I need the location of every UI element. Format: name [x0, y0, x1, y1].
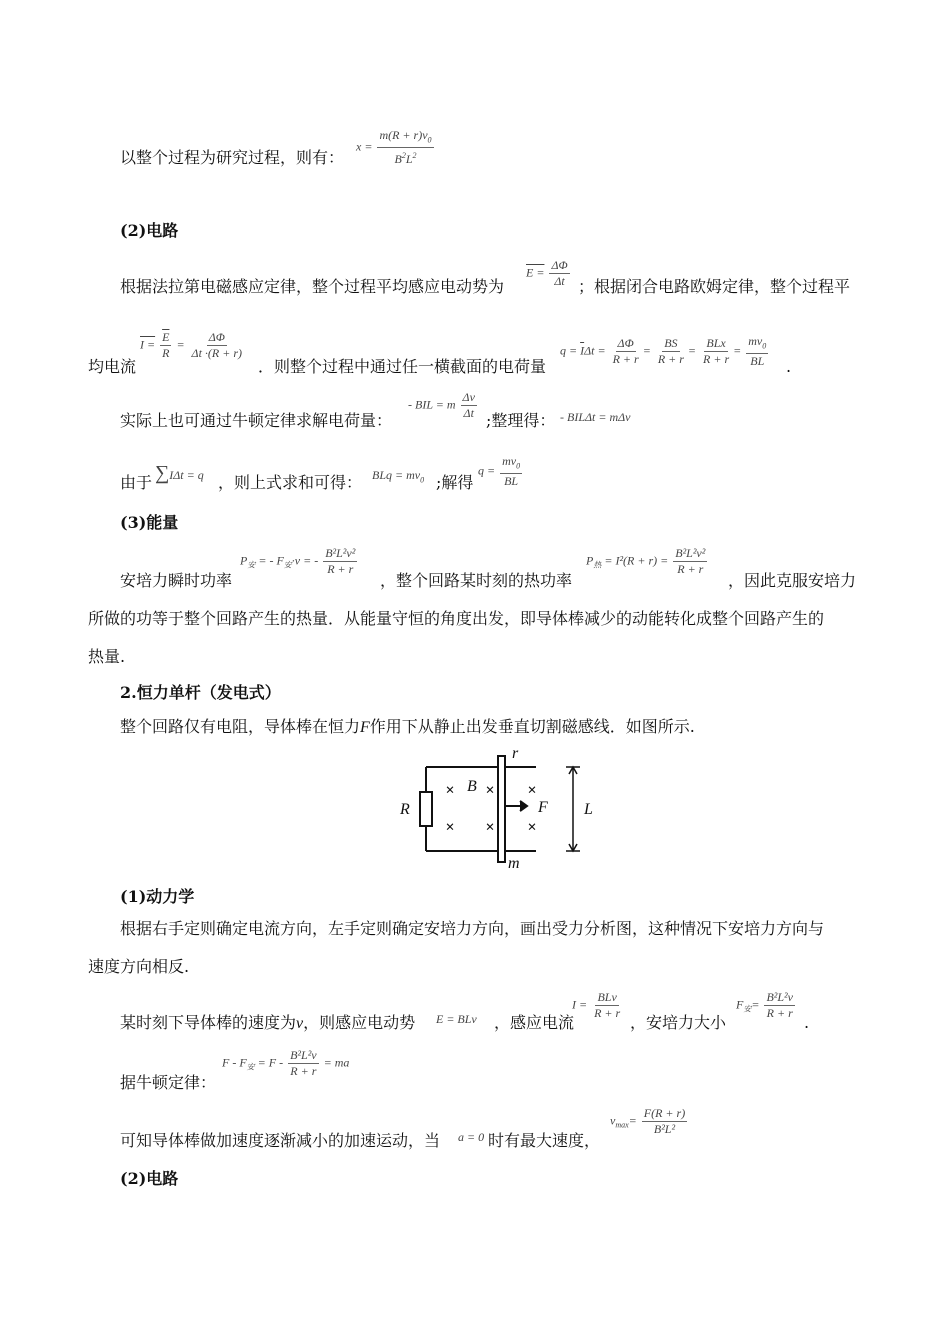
field-mark: ×: [445, 819, 455, 836]
conductor-rod: [498, 756, 505, 862]
equation-ampere-force: $F_安=$ $\frac{\text{B²L²v}}{R + r}$: [736, 990, 793, 1020]
paragraph-6a: 安培力瞬时功率: [120, 571, 233, 590]
field-mark: ×: [485, 782, 495, 799]
force-arrowhead: [520, 801, 527, 811]
equation-ampere-power: $P_安$ = - $F_安\cdot v$ = - $\frac{\text{B²L²v²}}{R + r}$: [240, 546, 356, 576]
equation-q-solve: q = $\frac{mv_0}{BL}$: [478, 454, 521, 489]
field-mark: ×: [445, 782, 455, 799]
equation-x: x = $\frac{m(R + r)v_0}{B^2L^2}$: [356, 128, 432, 167]
equation-current: I = $\frac{\overline{E}}{R}$ = $\frac{\Delta\Phi}{\Delta t \cdot(R + r)}$: [140, 330, 243, 360]
heading-circuit: (2)电路: [120, 221, 179, 240]
paragraph-5b: ，则上式求和可得：: [218, 473, 363, 492]
equation-sum: ∑IΔt = q: [155, 462, 204, 484]
heading-section-2: 2.恒力单杆（发电式）: [120, 683, 281, 702]
equation-blq: BLq = $mv_0$: [372, 468, 425, 485]
equation-heat-power: $P_热 = I^2(R + r)$ = $\frac{\text{B²L²v²}}{R + r}$: [586, 546, 706, 576]
label-L: L: [584, 801, 593, 818]
paragraph-12d: .: [804, 1013, 810, 1032]
circuit-diagram: [390, 746, 600, 871]
paragraph-2: 根据法拉第电磁感应定律，整个过程平均感应电动势为: [120, 277, 505, 296]
paragraph-8: 热量.: [88, 647, 126, 666]
paragraph-3a: 均电流: [88, 357, 137, 376]
paragraph-13: 据牛顿定律：: [120, 1073, 217, 1092]
paragraph-2b: ；根据闭合电路欧姆定律，整个过程平: [578, 277, 851, 296]
paragraph-3c: .: [786, 357, 792, 376]
paragraph-7: 所做的功等于整个回路产生的热量．从能量守恒的角度出发，即导体棒减少的动能转化成整个回路产生的: [88, 609, 825, 628]
paragraph-11: 速度方向相反.: [88, 957, 190, 976]
equation-vmax: $v_{max}=$ $\frac{F(R + r)}{\text{B²L²}}$: [610, 1106, 686, 1136]
paragraph-14a: 可知导体棒做加速度逐渐减小的加速运动，当: [120, 1131, 441, 1150]
heading-circuit-2: (2)电路: [120, 1169, 179, 1188]
equation-newton-3: $F - F_安 = F$ - $\frac{\text{B²L²v}}{R + r}$ = ma: [222, 1048, 350, 1078]
equation-charge: $q = \overline{I}\Delta t$ = $\frac{\Delta\Phi}{R + r}$ = $\frac{BS}{R + r}$ = $\frac{\text{BLx}}{R + r}$ = $\frac{mv_0}{BL}$: [560, 334, 767, 369]
paragraph-10: 根据右手定则确定电流方向，左手定则确定安培力方向，画出受力分析图，这种情况下安培力方向与: [120, 919, 825, 938]
paragraph-3b: ．则整个过程中通过任一横截面的电荷量: [258, 357, 547, 376]
label-B: B: [467, 778, 477, 795]
paragraph-5c: ;解得: [436, 473, 474, 492]
paragraph-6b: ，整个回路某时刻的热功率: [380, 571, 573, 590]
resistor: [420, 792, 432, 826]
paragraph-4a: 实际上也可通过牛顿定律求解电荷量：: [120, 411, 393, 430]
equation-induced-current: I = $\frac{\text{BLv}}{R + r}$: [572, 990, 621, 1020]
heading-dynamics: (1)动力学: [120, 887, 195, 906]
paragraph-1: 以整个过程为研究过程，则有：: [120, 148, 345, 167]
paragraph-14b: 时有最大速度，: [488, 1131, 601, 1150]
equation-a-zero: a = 0: [458, 1130, 485, 1144]
paragraph-12c: ，安培力大小: [630, 1013, 727, 1032]
paragraph-5a: 由于: [120, 473, 153, 492]
paragraph-6c: ，因此克服安培力: [728, 571, 857, 590]
paragraph-9: 整个回路仅有电阻，导体棒在恒力F作用下从静止出发垂直切割磁感线．如图所示.: [120, 717, 695, 736]
label-F: F: [538, 799, 548, 816]
label-m: m: [508, 855, 520, 871]
equation-emf-blv: E = BLv: [436, 1012, 477, 1026]
equation-emf: E = $\frac{\Delta\Phi}{\Delta t}$: [526, 258, 568, 288]
heading-energy: (3)能量: [120, 513, 179, 532]
label-R: R: [400, 801, 410, 818]
field-mark: ×: [485, 819, 495, 836]
equation-newton-2: - BILΔt = mΔv: [560, 410, 631, 424]
paragraph-4b: ;整理得：: [486, 411, 556, 430]
field-mark: ×: [527, 782, 537, 799]
paragraph-12b: ，感应电流: [494, 1013, 575, 1032]
equation-newton-1: - BIL = m $\frac{\Delta v}{\Delta t}$: [408, 390, 475, 420]
field-mark: ×: [527, 819, 537, 836]
label-r: r: [512, 746, 519, 762]
paragraph-12a: 某时刻下导体棒的速度为v，则感应电动势: [120, 1013, 416, 1032]
